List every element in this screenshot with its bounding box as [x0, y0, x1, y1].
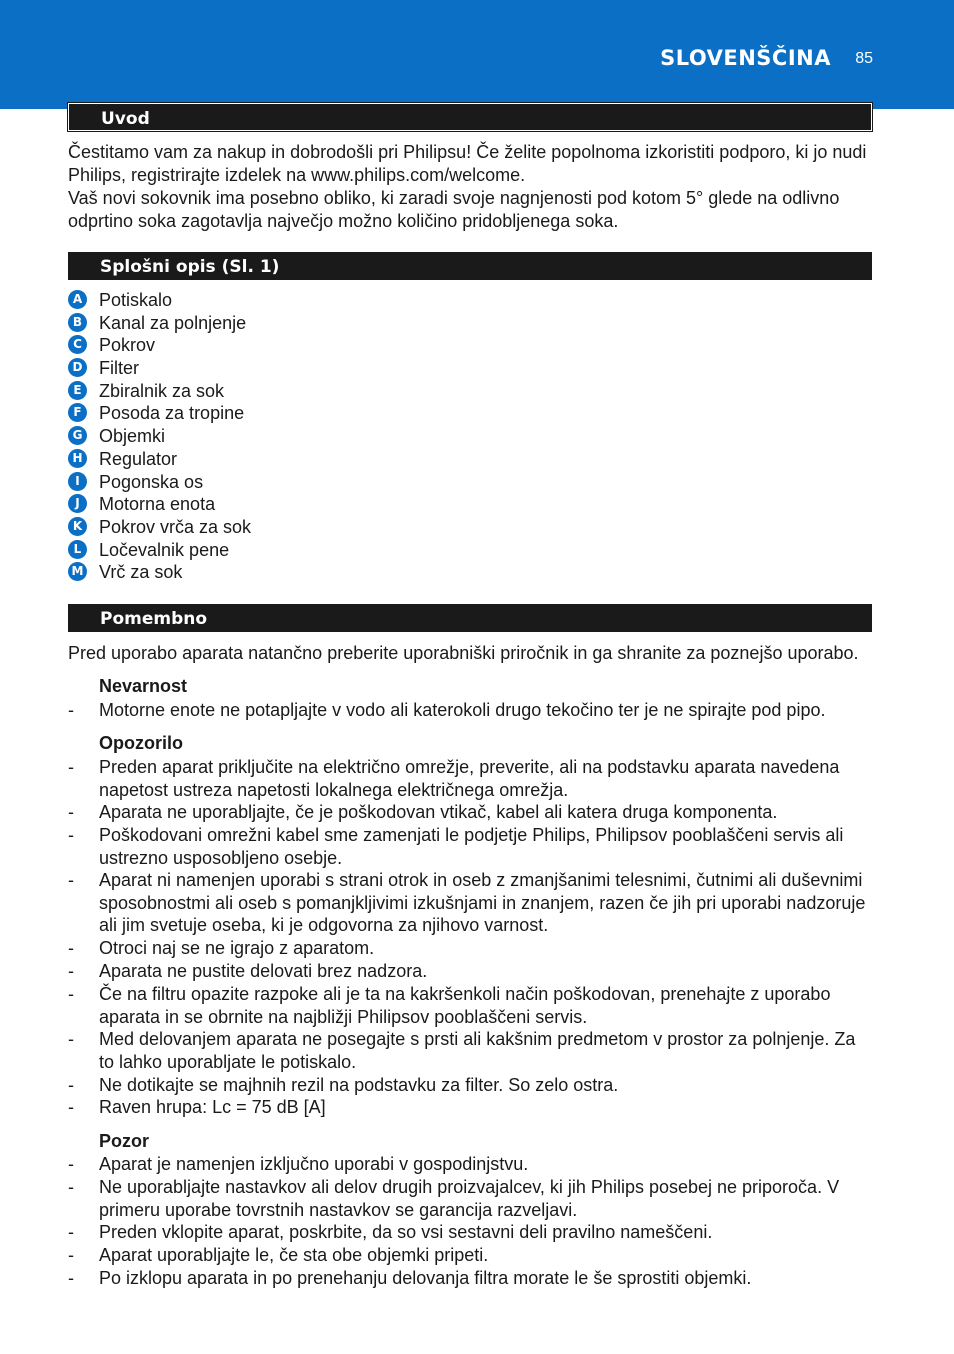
section-title: Splošni opis (Sl. 1) — [100, 257, 280, 277]
letter-badge: K — [68, 517, 87, 536]
part-label: Filter — [99, 358, 139, 379]
part-label: Pogonska os — [99, 471, 204, 492]
danger-heading: Nevarnost — [99, 676, 188, 696]
letter-badge: H — [68, 449, 87, 468]
page-number: 85 — [855, 50, 873, 67]
section-heading-intro — [68, 103, 872, 131]
bullet-dash: - — [68, 1268, 74, 1288]
bullet-dash: - — [68, 802, 74, 822]
section-title: Pomembno — [100, 609, 208, 629]
section-title: Uvod — [101, 109, 150, 129]
bullet-dash: - — [68, 961, 74, 981]
list-item-text: Preden aparat priključite na električno omrežje, preverite, ali na podstavku aparata navedena napetost ustreza napetosti lokalnega električnega omrežja. — [99, 757, 840, 800]
list-item-text: Preden vklopite aparat, poskrbite, da so vsi sestavni deli pravilno nameščeni. — [99, 1222, 713, 1242]
caution-heading: Pozor — [99, 1131, 150, 1151]
letter-badge: C — [68, 335, 87, 354]
part-label: Pokrov — [99, 335, 156, 356]
bullet-dash: - — [68, 700, 74, 720]
letter-badge: J — [68, 494, 87, 513]
part-label: Ločevalnik pene — [99, 539, 230, 560]
list-item-text: Otroci naj se ne igrajo z aparatom. — [99, 938, 375, 958]
section-heading-description — [68, 252, 872, 280]
part-label: Motorna enota — [99, 494, 216, 515]
part-label: Vrč za sok — [99, 562, 183, 583]
bullet-dash: - — [68, 825, 74, 845]
list-item-text: Raven hrupa: Lc = 75 dB [A] — [99, 1097, 326, 1117]
bullet-dash: - — [68, 1245, 74, 1265]
list-item-text: Aparata ne pustite delovati brez nadzora. — [99, 961, 428, 981]
letter-badge: G — [68, 426, 87, 445]
part-label: Zbiralnik za sok — [99, 380, 225, 401]
letter-badge: M — [68, 562, 87, 581]
list-item-text: Aparat uporabljajte le, če sta obe objemki pripeti. — [99, 1245, 489, 1265]
language-title: SLOVENŠČINA — [660, 46, 831, 70]
bullet-dash: - — [68, 938, 74, 958]
section-heading-important — [68, 604, 872, 632]
warning-heading: Opozorilo — [99, 733, 183, 753]
part-label: Regulator — [99, 448, 178, 469]
list-item-text: Poškodovani omrežni kabel sme zamenjati le podjetje Philips, Philipsov pooblaščeni servis ali ustrezno usposobljeno osebje. — [99, 825, 844, 868]
list-item-text: Aparat je namenjen izključno uporabi v gospodinjstvu. — [99, 1154, 529, 1174]
bullet-dash: - — [68, 1154, 74, 1174]
important-intro: Pred uporabo aparata natančno preberite uporabniški priročnik in ga shranite za poznejšo uporabo. — [68, 643, 859, 663]
list-item-text: Motorne enote ne potapljajte v vodo ali katerokoli drugo tekočino ter je ne spirajte pod pipo. — [99, 700, 826, 720]
letter-badge: L — [68, 540, 87, 559]
letter-badge: A — [68, 290, 87, 309]
header-band — [0, 0, 954, 109]
letter-badge: B — [68, 313, 87, 332]
list-item-text: Aparat ni namenjen uporabi s strani otrok in oseb z zmanjšanimi telesnimi, čutnimi ali duševnimi sposobnostmi ali oseb s pomanjkljivimi izkušnjami in znanjem, razen če jih pri uporabi nadzoruje ali jim svetuje oseba, ki je odgovorna za njihovo varnost. — [99, 870, 866, 936]
intro-paragraph-1: Čestitamo vam za nakup in dobrodošli pri Philipsu! Če želite popolnoma izkoristiti podporo, ki jo nudi Philips, registrirajte izdelek na www.philips.com/welcome. — [68, 142, 867, 185]
intro-paragraph-2: Vaš novi sokovnik ima posebno obliko, ki zaradi svoje nagnjenosti pod kotom 5° glede na odlivno odprtino soka zagotavlja največjo možno količino pridobljenega soka. — [68, 188, 840, 231]
bullet-dash: - — [68, 757, 74, 777]
letter-badge: E — [68, 381, 87, 400]
bullet-dash: - — [68, 1097, 74, 1117]
bullet-dash: - — [68, 870, 74, 890]
part-label: Posoda za tropine — [99, 403, 245, 424]
bullet-dash: - — [68, 1075, 74, 1095]
list-item-text: Med delovanjem aparata ne posegajte s prsti ali kakšnim predmetom v prostor za polnjenje. Za to lahko uporabljate le potiskalo. — [99, 1029, 856, 1072]
list-item-text: Če na filtru opazite razpoke ali je ta na kakršenkoli način poškodovan, prenehajte z uporabo aparata in se obrnite na najbližji Philipsov pooblaščeni servis. — [99, 984, 831, 1027]
bullet-dash: - — [68, 984, 74, 1004]
list-item-text: Ne dotikajte se majhnih rezil na podstavku za filter. So zelo ostra. — [99, 1075, 619, 1095]
letter-badge: D — [68, 358, 87, 377]
list-item-text: Po izklopu aparata in po prenehanju delovanja filtra morate le še sprostiti objemki. — [99, 1268, 752, 1288]
list-item-text: Ne uporabljajte nastavkov ali delov drugih proizvajalcev, ki jih Philips posebej ne priporoča. V primeru uporabe tovrstnih nastavkov se garancija razveljavi. — [99, 1177, 840, 1220]
bullet-dash: - — [68, 1222, 74, 1242]
part-label: Potiskalo — [99, 290, 173, 310]
bullet-dash: - — [68, 1177, 74, 1197]
part-label: Kanal za polnjenje — [99, 312, 247, 333]
part-label: Objemki — [99, 426, 166, 447]
list-item-text: Aparata ne uporabljajte, če je poškodovan vtikač, kabel ali katera druga komponenta. — [99, 802, 778, 822]
part-label: Pokrov vrča za sok — [99, 516, 252, 537]
letter-badge: I — [68, 472, 87, 491]
letter-badge: F — [68, 403, 87, 422]
bullet-dash: - — [68, 1029, 74, 1049]
